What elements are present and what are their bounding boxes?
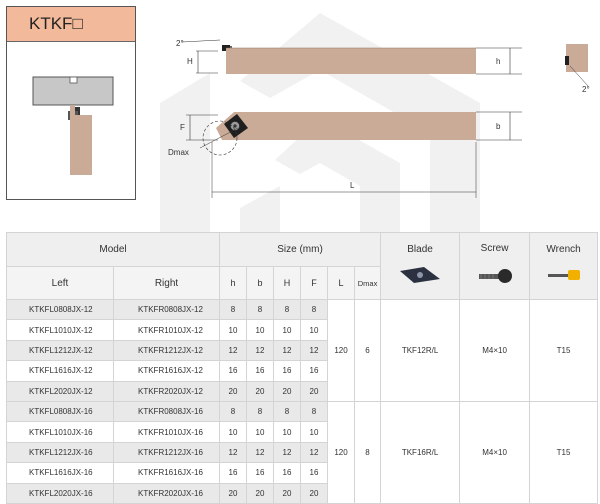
angle-top-label: 2° [176, 39, 184, 48]
size-F-cell: 16 [301, 361, 328, 381]
right-model-cell: KTKFR1010JX-12 [114, 320, 220, 340]
left-model-cell: KTKFL2020JX-16 [7, 483, 114, 503]
dim-h-label: h [496, 57, 501, 66]
size-H-cell: 16 [274, 361, 301, 381]
size-F-cell: 8 [301, 300, 328, 320]
product-title: KTKF□ [7, 7, 135, 42]
size-H-cell: 20 [274, 483, 301, 503]
screw-icon [475, 264, 515, 286]
dmax-label: Dmax [168, 148, 189, 157]
left-header: Left [7, 267, 114, 300]
size-F-cell: 16 [301, 463, 328, 483]
table-row [7, 401, 598, 421]
size-b-cell: 12 [247, 340, 274, 360]
product-card [6, 6, 136, 200]
size-L-cell: 120 [328, 401, 355, 503]
angle-right-label: 2° [582, 85, 590, 94]
col-H-header: H [274, 267, 301, 300]
table-group-16 [7, 401, 598, 503]
left-model-cell: KTKFL0808JX-16 [7, 401, 114, 421]
col-F-header: F [301, 267, 328, 300]
tool-dimension-diagram [160, 30, 600, 200]
left-model-cell: KTKFL1212JX-16 [7, 442, 114, 462]
size-F-cell: 10 [301, 320, 328, 340]
size-b-cell: 20 [247, 483, 274, 503]
right-model-cell: KTKFR1010JX-16 [114, 422, 220, 442]
table-group-12 [7, 300, 598, 402]
size-H-cell: 20 [274, 381, 301, 401]
size-h-cell: 20 [220, 381, 247, 401]
dim-H-label: H [187, 57, 193, 66]
size-b-cell: 10 [247, 422, 274, 442]
size-b-cell: 10 [247, 320, 274, 340]
size-H-cell: 8 [274, 401, 301, 421]
left-model-cell: KTKFL1616JX-12 [7, 361, 114, 381]
size-H-cell: 10 [274, 422, 301, 442]
wrench-header [530, 233, 598, 300]
screw-header [460, 233, 530, 300]
blade-cell: TKF16R/L [381, 401, 460, 503]
left-model-cell: KTKFL1212JX-12 [7, 340, 114, 360]
size-H-cell: 10 [274, 320, 301, 340]
size-h-cell: 20 [220, 483, 247, 503]
size-F-cell: 8 [301, 401, 328, 421]
right-model-cell: KTKFR2020JX-16 [114, 483, 220, 503]
left-model-cell: KTKFL1010JX-12 [7, 320, 114, 340]
size-h-cell: 12 [220, 442, 247, 462]
size-h-cell: 10 [220, 422, 247, 442]
workpiece-illustration [7, 41, 135, 199]
size-header: Size (mm) [220, 233, 381, 267]
size-h-cell: 16 [220, 361, 247, 381]
dmax-cell: 6 [355, 300, 381, 402]
blade-cell: TKF12R/L [381, 300, 460, 402]
spec-table [6, 232, 598, 504]
model-header: Model [7, 233, 220, 267]
wrench-icon [544, 265, 584, 285]
col-b-header: b [247, 267, 274, 300]
right-model-cell: KTKFR0808JX-16 [114, 401, 220, 421]
blade-header-label: Blade [407, 244, 433, 255]
col-L-header: L [328, 267, 355, 300]
size-H-cell: 16 [274, 463, 301, 483]
left-model-cell: KTKFL0808JX-12 [7, 300, 114, 320]
wrench-cell: T15 [530, 401, 598, 503]
left-model-cell: KTKFL1616JX-16 [7, 463, 114, 483]
col-dmax-header: Dmax [355, 267, 381, 300]
size-h-cell: 10 [220, 320, 247, 340]
size-h-cell: 8 [220, 401, 247, 421]
size-b-cell: 16 [247, 361, 274, 381]
dim-L-label: L [350, 181, 355, 190]
blade-header [381, 233, 460, 300]
wrench-header-label: Wrench [546, 244, 581, 255]
size-F-cell: 12 [301, 340, 328, 360]
right-model-cell: KTKFR1616JX-12 [114, 361, 220, 381]
right-model-cell: KTKFR0808JX-12 [114, 300, 220, 320]
blade-insert-icon [394, 265, 446, 285]
size-H-cell: 12 [274, 340, 301, 360]
wrench-cell: T15 [530, 300, 598, 402]
table-row [7, 300, 598, 320]
dmax-cell: 8 [355, 401, 381, 503]
dim-b-label: b [496, 122, 501, 131]
right-header: Right [114, 267, 220, 300]
size-b-cell: 8 [247, 401, 274, 421]
size-F-cell: 20 [301, 381, 328, 401]
size-b-cell: 20 [247, 381, 274, 401]
size-F-cell: 12 [301, 442, 328, 462]
size-b-cell: 8 [247, 300, 274, 320]
screw-cell: M4×10 [460, 300, 530, 402]
size-H-cell: 8 [274, 300, 301, 320]
left-model-cell: KTKFL2020JX-12 [7, 381, 114, 401]
size-h-cell: 8 [220, 300, 247, 320]
screw-header-label: Screw [480, 243, 509, 254]
size-h-cell: 16 [220, 463, 247, 483]
size-b-cell: 16 [247, 463, 274, 483]
right-model-cell: KTKFR2020JX-12 [114, 381, 220, 401]
size-F-cell: 10 [301, 422, 328, 442]
right-model-cell: KTKFR1212JX-16 [114, 442, 220, 462]
size-H-cell: 12 [274, 442, 301, 462]
size-F-cell: 20 [301, 483, 328, 503]
size-L-cell: 120 [328, 300, 355, 402]
size-h-cell: 12 [220, 340, 247, 360]
dim-F-label: F [180, 123, 185, 132]
size-b-cell: 12 [247, 442, 274, 462]
screw-cell: M4×10 [460, 401, 530, 503]
right-model-cell: KTKFR1616JX-16 [114, 463, 220, 483]
right-model-cell: KTKFR1212JX-12 [114, 340, 220, 360]
left-model-cell: KTKFL1010JX-16 [7, 422, 114, 442]
col-h-header: h [220, 267, 247, 300]
